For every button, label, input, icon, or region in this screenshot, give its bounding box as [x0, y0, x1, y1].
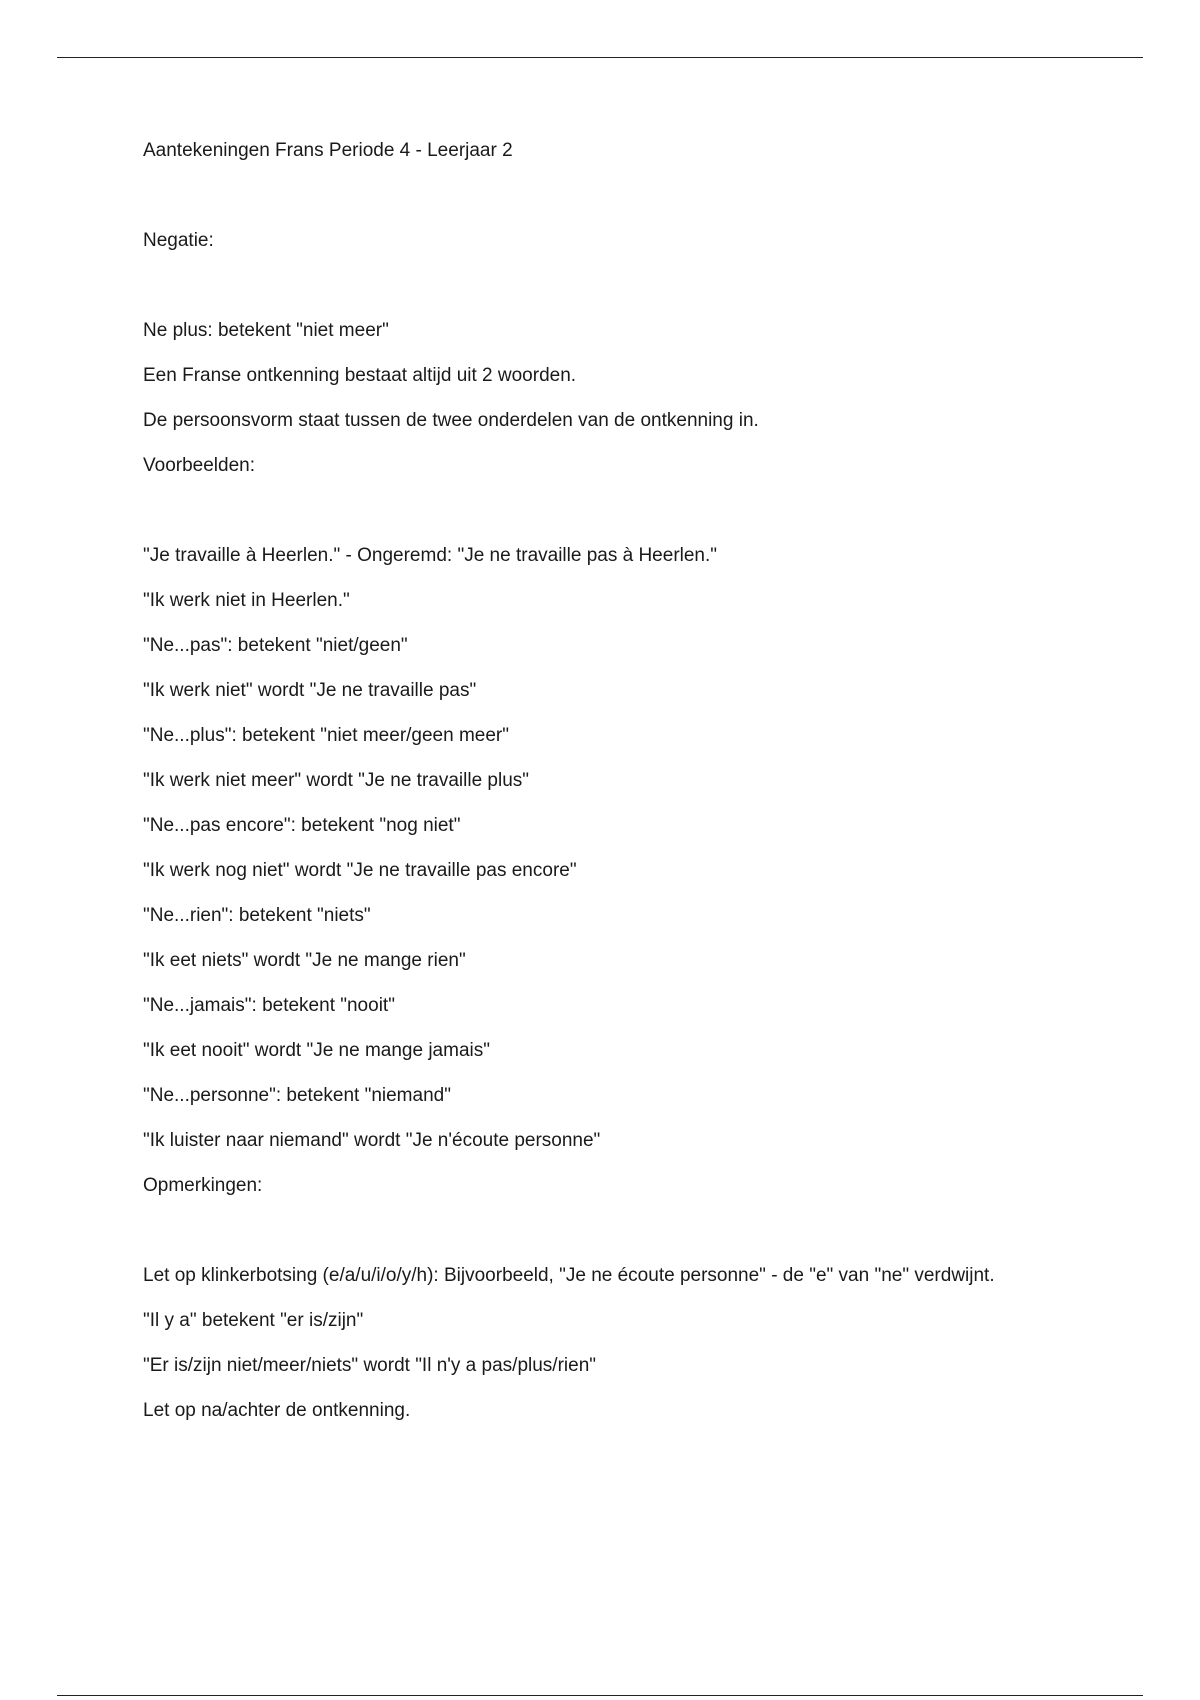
example-line: "Ne...rien": betekent "niets": [143, 905, 371, 926]
example-line: "Ik luister naar niemand" wordt "Je n'écoute personne": [143, 1130, 601, 1151]
examples-heading: Voorbeelden:: [143, 455, 255, 476]
example-line: "Ik werk niet meer" wordt "Je ne travaille plus": [143, 770, 530, 791]
example-line: "Ik werk niet in Heerlen.": [143, 590, 350, 611]
intro-line: Een Franse ontkenning bestaat altijd uit 2 woorden.: [143, 365, 577, 386]
example-line: "Ik werk niet" wordt "Je ne travaille pas": [143, 680, 477, 701]
example-line: "Ik werk nog niet" wordt "Je ne travaille pas encore": [143, 860, 577, 881]
example-line: "Ik eet niets" wordt "Je ne mange rien": [143, 950, 466, 971]
example-line: "Ik eet nooit" wordt "Je ne mange jamais": [143, 1040, 490, 1061]
intro-line: Ne plus: betekent "niet meer": [143, 320, 389, 341]
document-title: Aantekeningen Frans Periode 4 - Leerjaar 2: [143, 140, 513, 161]
remarks-heading: Opmerkingen:: [143, 1175, 263, 1196]
remark-line: Let op klinkerbotsing (e/a/u/i/o/y/h): Bijvoorbeeld, "Je ne écoute personne" - de "e" van "ne" verdwijnt.: [143, 1265, 995, 1286]
intro-line: De persoonsvorm staat tussen de twee onderdelen van de ontkenning in.: [143, 410, 759, 431]
example-line: "Ne...pas encore": betekent "nog niet": [143, 815, 461, 836]
example-line: "Ne...personne": betekent "niemand": [143, 1085, 451, 1106]
remark-line: "Er is/zijn niet/meer/niets" wordt "Il n'y a pas/plus/rien": [143, 1355, 597, 1376]
document-body: [143, 140, 1133, 1445]
page-top-rule: [57, 57, 1143, 58]
remark-line: "Il y a" betekent "er is/zijn": [143, 1310, 364, 1331]
section-heading: Negatie:: [143, 230, 214, 251]
example-line: "Je travaille à Heerlen." - Ongeremd: "Je ne travaille pas à Heerlen.": [143, 545, 718, 566]
example-line: "Ne...pas": betekent "niet/geen": [143, 635, 408, 656]
page-bottom-rule: [57, 1695, 1143, 1696]
remark-line: Let op na/achter de ontkenning.: [143, 1400, 411, 1421]
example-line: "Ne...jamais": betekent "nooit": [143, 995, 395, 1016]
example-line: "Ne...plus": betekent "niet meer/geen meer": [143, 725, 510, 746]
